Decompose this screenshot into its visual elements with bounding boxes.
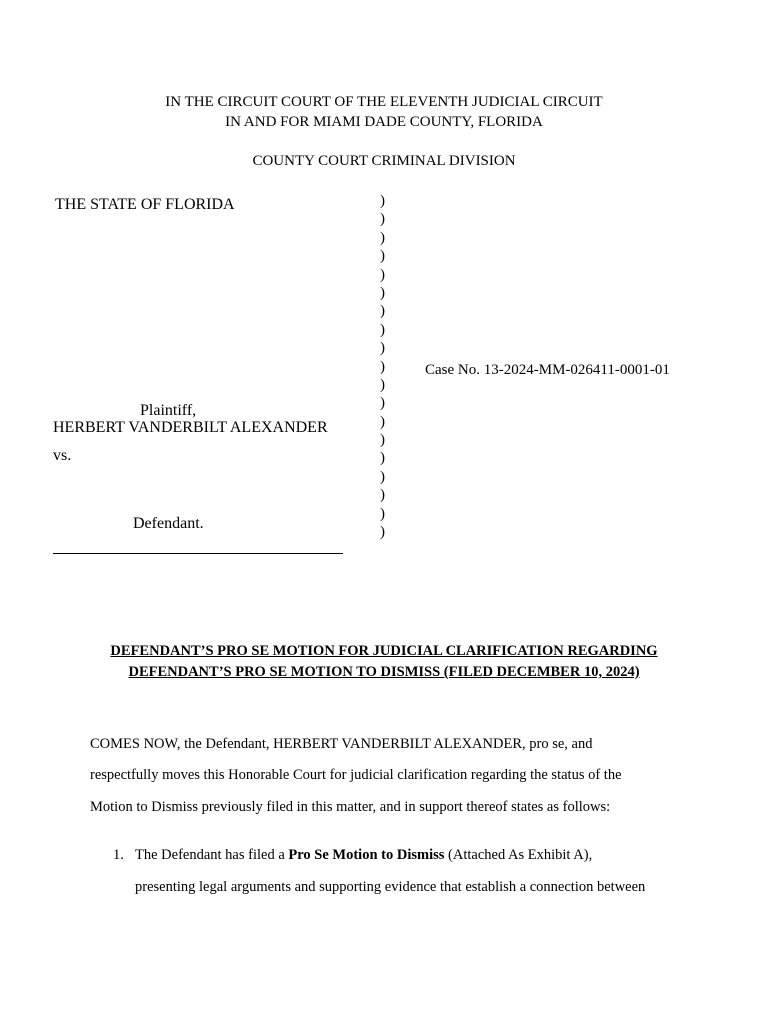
paren: ): [380, 321, 385, 338]
paren: ): [380, 229, 385, 246]
versus-text: vs.: [53, 447, 72, 464]
paren: ): [380, 248, 385, 265]
body-paragraph-1-line-2: respectfully moves this Honorable Court for judicial clarification regarding the status of the: [90, 767, 622, 783]
paren: ): [380, 524, 385, 541]
defendant-label: Defendant.: [133, 515, 204, 532]
court-header-line-2: IN AND FOR MIAMI DADE COUNTY, FLORIDA: [225, 114, 543, 130]
paren: ): [380, 487, 385, 504]
list-item-number: 1.: [113, 847, 124, 863]
paren: ): [380, 266, 385, 283]
paren: ): [380, 340, 385, 357]
paren: ): [380, 395, 385, 412]
plaintiff-label: Plaintiff,: [140, 402, 197, 419]
body-paragraph-1-line-1: COMES NOW, the Defendant, HERBERT VANDERBILT ALEXANDER, pro se, and: [90, 736, 593, 752]
list-item-1-text-bold: Pro Se Motion to Dismiss: [288, 847, 445, 863]
plaintiff-name: THE STATE OF FLORIDA: [55, 196, 235, 213]
motion-title-line-2: DEFENDANT’S PRO SE MOTION TO DISMISS (FILED DECEMBER 10, 2024): [128, 664, 640, 680]
paren: ): [380, 193, 385, 209]
list-item-1-text-post: (Attached As Exhibit A),: [444, 847, 593, 863]
division-heading: COUNTY COURT CRIMINAL DIVISION: [252, 153, 516, 169]
caption-paren-column: [380, 192, 385, 541]
list-item-1-line-2: presenting legal arguments and supporting evidence that establish a connection between: [135, 879, 646, 895]
paren: ): [380, 505, 385, 522]
paren: ): [380, 450, 385, 467]
list-item-1-line-1: [135, 847, 592, 864]
motion-title-line-1: DEFENDANT’S PRO SE MOTION FOR JUDICIAL CLARIFICATION REGARDING: [110, 643, 658, 659]
paren: ): [380, 376, 385, 393]
paren: ): [380, 432, 385, 449]
paren: ): [380, 303, 385, 320]
case-number: Case No. 13-2024-MM-026411-0001-01: [425, 362, 670, 378]
caption-underline: [53, 553, 343, 554]
paren: ): [380, 468, 385, 485]
paren: ): [380, 413, 385, 430]
paren: ): [380, 211, 385, 228]
court-header-line-1: IN THE CIRCUIT COURT OF THE ELEVENTH JUDICIAL CIRCUIT: [165, 94, 603, 110]
defendant-name: HERBERT VANDERBILT ALEXANDER: [53, 419, 328, 436]
body-paragraph-1-line-3: Motion to Dismiss previously filed in this matter, and in support thereof states as follows:: [90, 799, 611, 815]
list-item-1-text-pre: The Defendant has filed a: [135, 847, 289, 863]
paren: ): [380, 358, 385, 375]
paren: ): [380, 284, 385, 301]
